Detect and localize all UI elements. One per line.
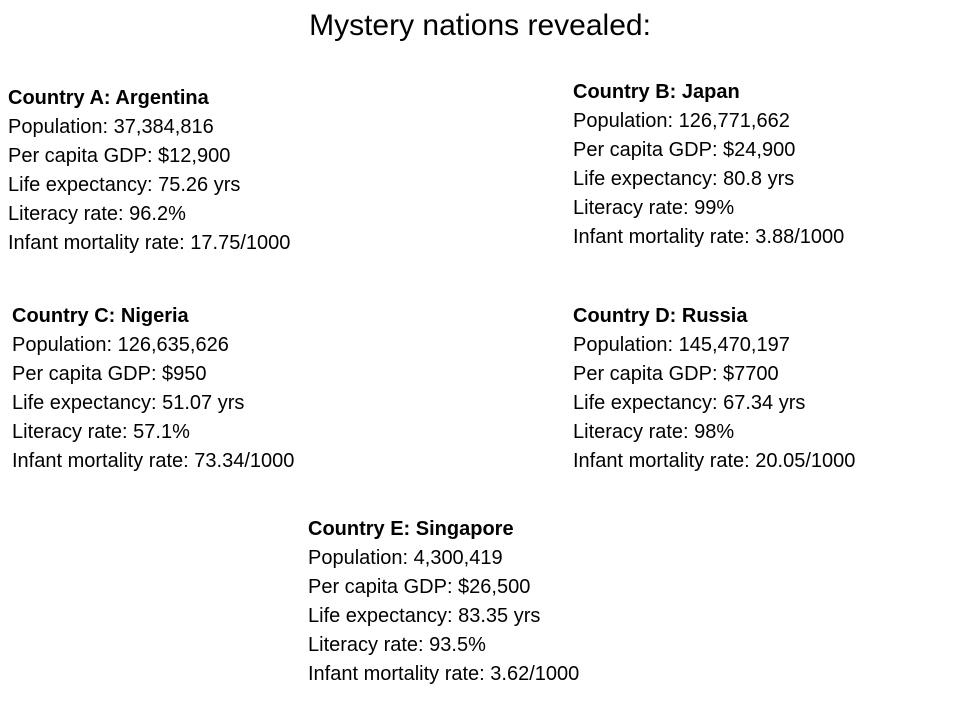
gdp-stat: Per capita GDP: $7700 (573, 363, 779, 385)
gdp-stat: Per capita GDP: $24,900 (573, 139, 796, 161)
country-heading: Country B: Japan (573, 81, 740, 103)
country-heading: Country D: Russia (573, 305, 748, 327)
life-expectancy-stat: Life expectancy: 51.07 yrs (12, 392, 245, 414)
country-block-b (573, 78, 844, 252)
infant-mortality-stat: Infant mortality rate: 3.62/1000 (308, 663, 580, 685)
country-heading: Country C: Nigeria (12, 305, 189, 327)
infant-mortality-stat: Infant mortality rate: 3.88/1000 (573, 226, 845, 248)
country-block-c (12, 302, 294, 476)
country-block-d (573, 302, 855, 476)
infant-mortality-stat: Infant mortality rate: 73.34/1000 (12, 450, 295, 472)
literacy-stat: Literacy rate: 93.5% (308, 634, 486, 656)
population-stat: Population: 145,470,197 (573, 334, 790, 356)
gdp-stat: Per capita GDP: $12,900 (8, 145, 231, 167)
life-expectancy-stat: Life expectancy: 83.35 yrs (308, 605, 541, 627)
country-block-a (8, 84, 290, 258)
life-expectancy-stat: Life expectancy: 67.34 yrs (573, 392, 806, 414)
gdp-stat: Per capita GDP: $26,500 (308, 576, 531, 598)
population-stat: Population: 4,300,419 (308, 547, 503, 569)
population-stat: Population: 126,771,662 (573, 110, 790, 132)
literacy-stat: Literacy rate: 99% (573, 197, 735, 219)
life-expectancy-stat: Life expectancy: 75.26 yrs (8, 174, 241, 196)
population-stat: Population: 126,635,626 (12, 334, 229, 356)
infant-mortality-stat: Infant mortality rate: 20.05/1000 (573, 450, 856, 472)
gdp-stat: Per capita GDP: $950 (12, 363, 207, 385)
infant-mortality-stat: Infant mortality rate: 17.75/1000 (8, 232, 291, 254)
country-heading: Country A: Argentina (8, 87, 209, 109)
literacy-stat: Literacy rate: 96.2% (8, 203, 186, 225)
country-block-e (308, 515, 579, 689)
population-stat: Population: 37,384,816 (8, 116, 214, 138)
country-heading: Country E: Singapore (308, 518, 514, 540)
life-expectancy-stat: Life expectancy: 80.8 yrs (573, 168, 795, 190)
literacy-stat: Literacy rate: 57.1% (12, 421, 190, 443)
literacy-stat: Literacy rate: 98% (573, 421, 735, 443)
slide-title: Mystery nations revealed: (309, 9, 651, 42)
